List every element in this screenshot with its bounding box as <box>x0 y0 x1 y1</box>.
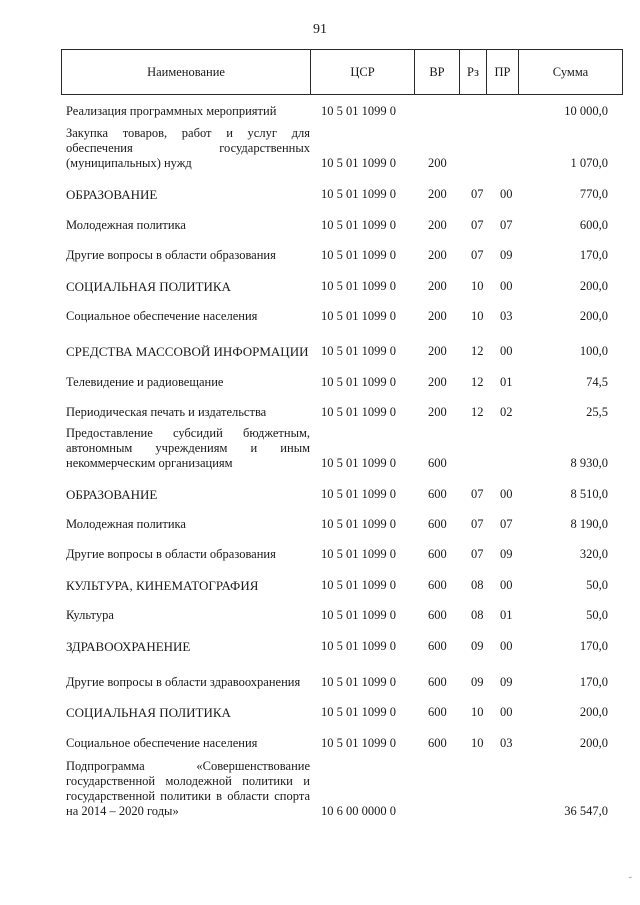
table-row <box>0 607 640 623</box>
row-name: Другие вопросы в области образования <box>66 248 276 262</box>
row-name: Другие вопросы в области образования <box>66 547 276 561</box>
row-name: Предоставление субсидий бюджетным, автономным учреждениям и иным некоммерческим организациям <box>66 426 310 470</box>
table-row <box>0 308 640 324</box>
row-vr: 200 <box>428 309 447 323</box>
row-csr: 10 5 01 1099 0 <box>321 547 396 561</box>
table-row <box>0 638 640 654</box>
table-row <box>0 328 640 359</box>
row-csr: 10 5 01 1099 0 <box>321 187 396 201</box>
row-rz: 10 <box>471 705 484 719</box>
row-vr: 200 <box>428 187 447 201</box>
header-csr: ЦСР <box>311 50 415 95</box>
row-sum: 74,5 <box>586 375 608 389</box>
row-name: Подпрограмма «Совершенствование государственной молодежной политики и государственной политики в области спорта на 2014 – 2020 годы» <box>66 759 310 818</box>
row-sum: 50,0 <box>586 578 608 592</box>
row-sum: 10 000,0 <box>564 104 608 118</box>
row-sum: 170,0 <box>579 639 608 653</box>
table-row <box>0 374 640 390</box>
table-row <box>0 125 640 171</box>
row-csr: 10 5 01 1099 0 <box>321 405 396 419</box>
row-sum: 1 070,0 <box>570 156 608 170</box>
row-csr: 10 5 01 1099 0 <box>321 639 396 653</box>
row-pr: 09 <box>500 248 513 262</box>
row-name: Закупка товаров, работ и услуг для обеспечения государственных (муниципальных) нужд <box>66 126 310 170</box>
row-pr: 02 <box>500 405 513 419</box>
row-rz: 07 <box>471 517 484 531</box>
row-vr: 200 <box>428 375 447 389</box>
row-pr: 09 <box>500 547 513 561</box>
row-name: Реализация программных мероприятий <box>66 104 277 118</box>
row-csr: 10 5 01 1099 0 <box>321 517 396 531</box>
row-sum: 170,0 <box>579 675 608 689</box>
table-row <box>0 735 640 751</box>
row-name: Молодежная политика <box>66 517 186 531</box>
row-pr: 07 <box>500 218 513 232</box>
table-row <box>0 186 640 202</box>
row-csr: 10 5 01 1099 0 <box>321 578 396 592</box>
table-row <box>0 486 640 502</box>
row-pr: 07 <box>500 517 513 531</box>
row-sum: 8 930,0 <box>570 456 608 470</box>
table-row <box>0 217 640 233</box>
row-rz: 07 <box>471 187 484 201</box>
header-vr: ВР <box>415 50 460 95</box>
row-name: ОБРАЗОВАНИЕ <box>66 187 158 202</box>
row-sum: 100,0 <box>579 344 608 358</box>
row-csr: 10 5 01 1099 0 <box>321 309 396 323</box>
row-rz: 12 <box>471 405 484 419</box>
row-vr: 200 <box>428 248 447 262</box>
table-row <box>0 247 640 263</box>
header-name: Наименование <box>62 50 311 95</box>
row-csr: 10 5 01 1099 0 <box>321 456 396 470</box>
row-pr: 03 <box>500 736 513 750</box>
row-sum: 320,0 <box>579 547 608 561</box>
row-name: СРЕДСТВА МАССОВОЙ ИНФОРМАЦИИ <box>66 344 309 359</box>
row-vr: 600 <box>428 578 447 592</box>
row-name: Социальное обеспечение населения <box>66 736 258 750</box>
table-row <box>0 704 640 720</box>
row-csr: 10 5 01 1099 0 <box>321 218 396 232</box>
row-csr: 10 5 01 1099 0 <box>321 156 396 170</box>
row-rz: 08 <box>471 578 484 592</box>
row-vr: 200 <box>428 405 447 419</box>
row-vr: 600 <box>428 456 447 470</box>
row-rz: 07 <box>471 487 484 501</box>
row-csr: 10 5 01 1099 0 <box>321 344 396 358</box>
row-name: Периодическая печать и издательства <box>66 405 267 419</box>
row-name: Другие вопросы в области здравоохранения <box>66 675 301 689</box>
row-vr: 600 <box>428 639 447 653</box>
row-vr: 200 <box>428 344 447 358</box>
row-rz: 09 <box>471 639 484 653</box>
row-name: КУЛЬТУРА, КИНЕМАТОГРАФИЯ <box>66 578 259 593</box>
row-vr: 200 <box>428 218 447 232</box>
row-sum: 200,0 <box>579 705 608 719</box>
table-row <box>0 546 640 562</box>
table-row <box>0 103 640 119</box>
header-pr: ПР <box>487 50 519 95</box>
row-name: СОЦИАЛЬНАЯ ПОЛИТИКА <box>66 705 231 720</box>
row-vr: 200 <box>428 279 447 293</box>
row-pr: 01 <box>500 375 513 389</box>
header-sum: Сумма <box>519 50 623 95</box>
table-row <box>0 577 640 593</box>
table-row <box>0 404 640 420</box>
row-rz: 07 <box>471 248 484 262</box>
table-header <box>61 49 623 95</box>
row-csr: 10 5 01 1099 0 <box>321 705 396 719</box>
row-rz: 08 <box>471 608 484 622</box>
row-vr: 600 <box>428 705 447 719</box>
row-rz: 10 <box>471 736 484 750</box>
row-vr: 600 <box>428 487 447 501</box>
row-vr: 600 <box>428 517 447 531</box>
row-rz: 07 <box>471 218 484 232</box>
row-csr: 10 5 01 1099 0 <box>321 736 396 750</box>
row-pr: 03 <box>500 309 513 323</box>
row-sum: 200,0 <box>579 736 608 750</box>
row-csr: 10 5 01 1099 0 <box>321 279 396 293</box>
row-csr: 10 5 01 1099 0 <box>321 375 396 389</box>
row-pr: 09 <box>500 675 513 689</box>
row-sum: 25,5 <box>586 405 608 419</box>
row-pr: 01 <box>500 608 513 622</box>
table-row <box>0 516 640 532</box>
row-name: Социальное обеспечение населения <box>66 309 258 323</box>
row-pr: 00 <box>500 344 513 358</box>
row-name: ЗДРАВООХРАНЕНИЕ <box>66 639 191 654</box>
row-name: Молодежная политика <box>66 218 186 232</box>
row-csr: 10 5 01 1099 0 <box>321 104 396 118</box>
row-rz: 10 <box>471 309 484 323</box>
row-sum: 50,0 <box>586 608 608 622</box>
table-row <box>0 659 640 690</box>
row-sum: 200,0 <box>579 309 608 323</box>
row-vr: 600 <box>428 608 447 622</box>
table-row <box>0 757 640 819</box>
row-sum: 36 547,0 <box>564 804 608 818</box>
page-number: 91 <box>313 22 327 37</box>
row-pr: 00 <box>500 639 513 653</box>
row-csr: 10 5 01 1099 0 <box>321 608 396 622</box>
row-name: ОБРАЗОВАНИЕ <box>66 487 158 502</box>
row-sum: 600,0 <box>579 218 608 232</box>
row-vr: 200 <box>428 156 447 170</box>
row-rz: 10 <box>471 279 484 293</box>
row-sum: 200,0 <box>579 279 608 293</box>
row-pr: 00 <box>500 487 513 501</box>
scan-mark: ˘ <box>628 876 632 887</box>
row-sum: 8 190,0 <box>570 517 608 531</box>
row-pr: 00 <box>500 279 513 293</box>
row-vr: 600 <box>428 736 447 750</box>
row-rz: 09 <box>471 675 484 689</box>
row-pr: 00 <box>500 705 513 719</box>
row-rz: 07 <box>471 547 484 561</box>
row-sum: 8 510,0 <box>570 487 608 501</box>
row-csr: 10 6 00 0000 0 <box>321 804 396 818</box>
row-csr: 10 5 01 1099 0 <box>321 675 396 689</box>
row-vr: 600 <box>428 547 447 561</box>
row-pr: 00 <box>500 578 513 592</box>
row-sum: 770,0 <box>579 187 608 201</box>
row-sum: 170,0 <box>579 248 608 262</box>
table-row <box>0 425 640 471</box>
row-name: Телевидение и радиовещание <box>66 375 224 389</box>
row-name: Культура <box>66 608 114 622</box>
row-vr: 600 <box>428 675 447 689</box>
row-csr: 10 5 01 1099 0 <box>321 248 396 262</box>
table-row <box>0 278 640 294</box>
row-pr: 00 <box>500 187 513 201</box>
row-rz: 12 <box>471 375 484 389</box>
header-rz: Рз <box>460 50 487 95</box>
row-name: СОЦИАЛЬНАЯ ПОЛИТИКА <box>66 279 231 294</box>
row-rz: 12 <box>471 344 484 358</box>
row-csr: 10 5 01 1099 0 <box>321 487 396 501</box>
